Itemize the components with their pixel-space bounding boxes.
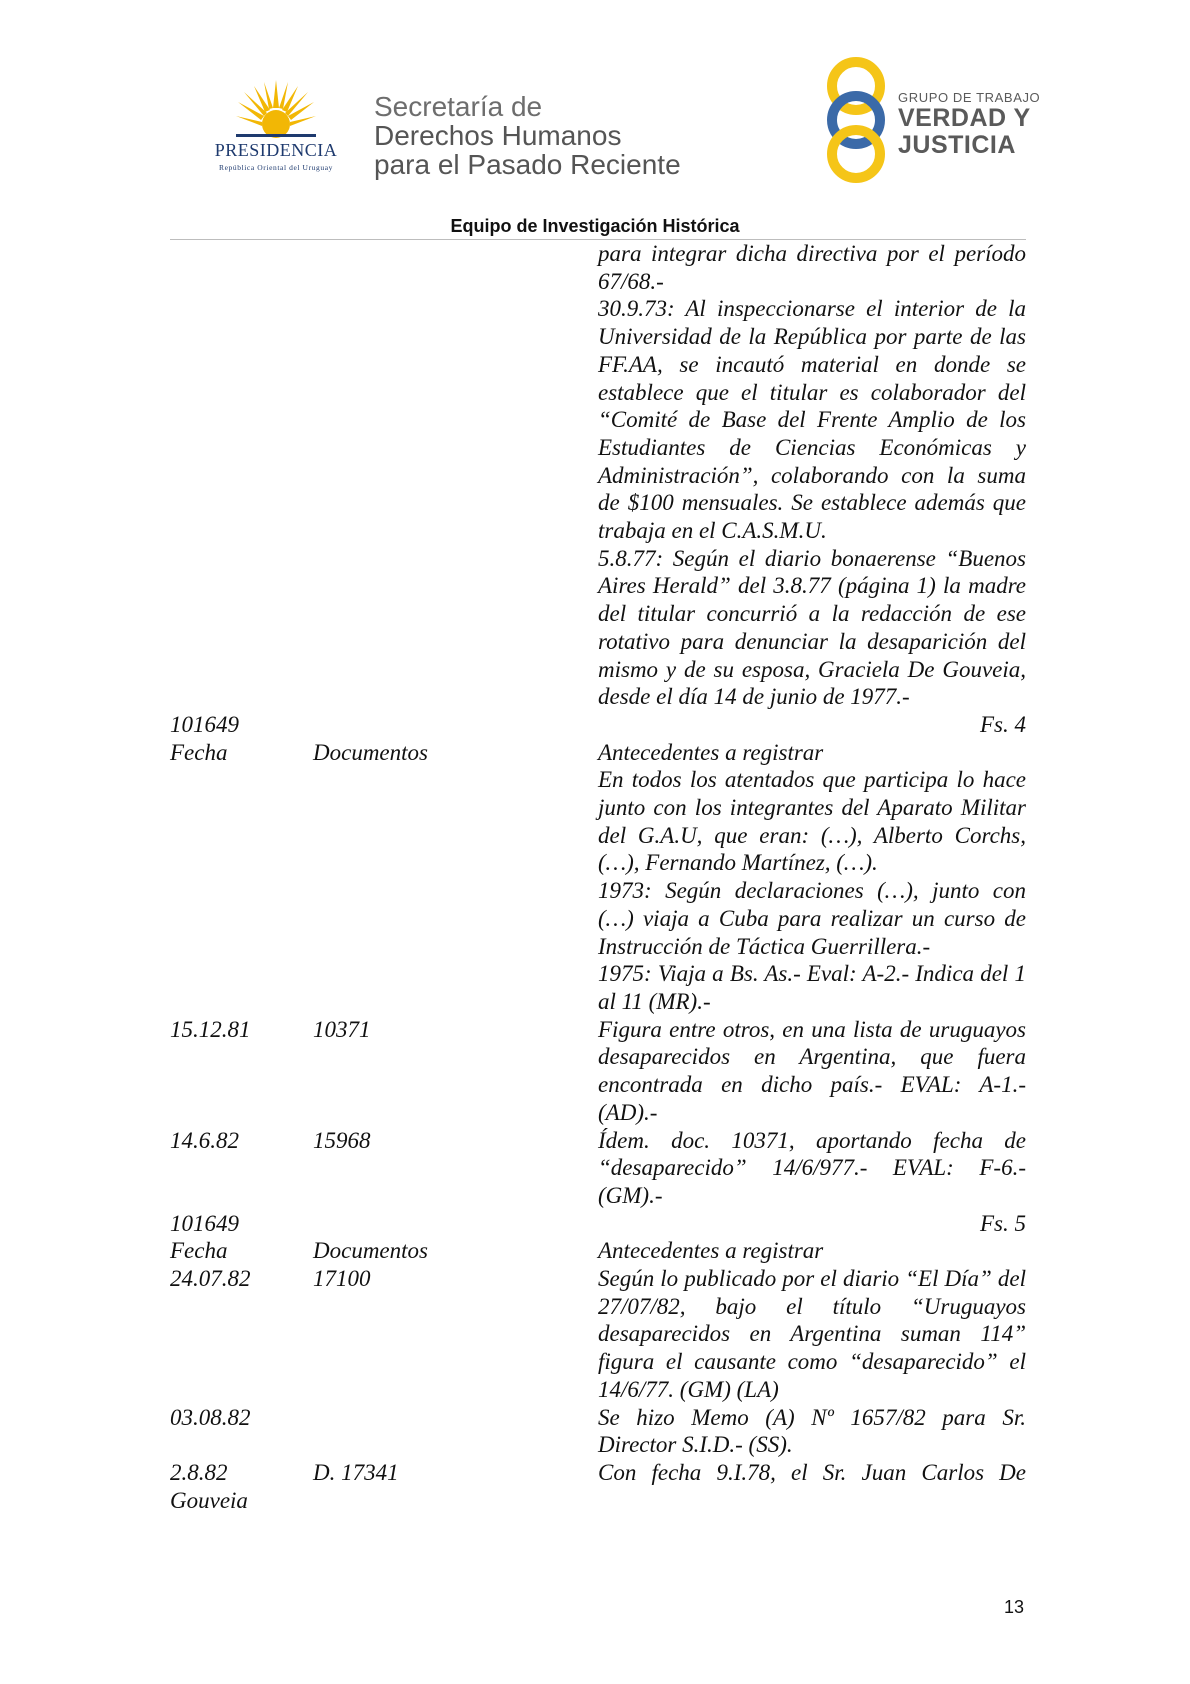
record-row xyxy=(170,1016,1026,1127)
file-header-row xyxy=(170,711,1026,739)
date-column-header: Fecha xyxy=(170,739,228,765)
record-date: 2.8.82 xyxy=(170,1459,228,1485)
grupo-de-trabajo-label: GRUPO DE TRABAJO xyxy=(898,90,1041,105)
team-title: Equipo de Investigación Histórica xyxy=(450,216,740,236)
page-number: 13 xyxy=(1004,1597,1025,1617)
file-number: 101649 xyxy=(170,1210,239,1236)
presidencia-name: PRESIDENCIA xyxy=(214,140,338,160)
trailing-word: Gouveia xyxy=(170,1487,248,1513)
record-row xyxy=(170,1404,1026,1459)
presidencia-logo xyxy=(198,80,354,175)
folio-label: Fs. 5 xyxy=(980,1210,1026,1236)
record-text: Con fecha 9.I.78, el Sr. Juan Carlos De xyxy=(598,1459,1026,1485)
record-date: 24.07.82 xyxy=(170,1266,251,1292)
column-header-row xyxy=(170,739,1026,1016)
record-row xyxy=(170,1459,1026,1487)
record-document: 10371 xyxy=(313,1016,371,1042)
presidencia-subtitle: República Oriental del Uruguay xyxy=(218,163,333,172)
record-text: Se hizo Memo (A) Nº 1657/82 para Sr. Director S.I.D.- (SS). xyxy=(598,1404,1026,1458)
intro-entry: 5.8.77: Según el diario bonaerense “Buenos Aires Herald” del 3.8.77 (página 1) la madre del titular concurrió a la redacción de ese rotativo para denunciar la desaparición del mismo y de su esposa, Graciela De Gouveia, desde el día 14 de junio de 1977.- xyxy=(598,545,1026,710)
justicia-label: JUSTICIA xyxy=(898,131,1016,159)
record-continuation-row xyxy=(170,1487,1026,1515)
secretaria-line-1: Secretaría de xyxy=(374,91,543,122)
header-logos xyxy=(0,0,1190,200)
record-row xyxy=(170,1127,1026,1210)
notes-column-header: Antecedentes a registrar xyxy=(598,739,824,765)
secretaria-line-2: Derechos Humanos xyxy=(374,120,622,151)
file-header-row xyxy=(170,1210,1026,1238)
record-document: D. 17341 xyxy=(313,1459,399,1485)
record-text: Figura entre otros, en una lista de uruguayos desaparecidos en Argentina, que fuera encontrada en dicho país.- EVAL: A-1.- (AD).- xyxy=(598,1016,1026,1125)
intro-entry: 30.9.73: Al inspeccionarse el interior de la Universidad de la República por parte de las FF.AA, se incautó material en donde se establece que el titular es colaborador del “Comité de Base del Frente Amplio de los Estudiantes de Ciencias Económicas y Administración”, colaborando con la suma de $100 mensuales. Se establece además que trabaja en el C.A.S.M.U. xyxy=(598,296,1026,544)
record-document xyxy=(313,1404,598,1459)
notes-column-header: Antecedentes a registrar xyxy=(598,1238,824,1264)
sun-icon xyxy=(236,80,316,142)
documents-column-header: Documentos xyxy=(313,1238,428,1264)
column-header-row xyxy=(170,1237,1026,1265)
documents-column-header: Documentos xyxy=(313,739,428,765)
folio-label: Fs. 4 xyxy=(980,711,1026,737)
record-row xyxy=(170,1265,1026,1404)
file-number: 101649 xyxy=(170,711,239,737)
note-paragraph: 1973: Según declaraciones (…), junto con (…) viaja a Cuba para realizar un curso de Instrucción de Táctica Guerrillera.- xyxy=(598,878,1026,959)
note-paragraph: 1975: Viaja a Bs. As.- Eval: A-2.- Indica del 1 al 11 (MR).- xyxy=(598,961,1026,1014)
date-column-header: Fecha xyxy=(170,1238,228,1264)
record-date: 14.6.82 xyxy=(170,1127,239,1153)
record-text: Según lo publicado por el diario “El Día” del 27/07/82, bajo el título “Uruguayos desaparecidos en Argentina suman 114” figura el causante como “desaparecido” el 14/6/77. (GM) (LA) xyxy=(598,1266,1026,1402)
interlocking-rings-icon xyxy=(820,56,900,184)
record-date: 15.12.81 xyxy=(170,1016,251,1042)
secretaria-line-3: para el Pasado Reciente xyxy=(374,149,681,180)
note-paragraph: En todos los atentados que participa lo hace junto con los integrantes del Aparato Militar del G.A.U, que eran: (…), Alberto Corchs, (…), Fernando Martínez, (…). xyxy=(598,767,1026,876)
secretaria-logo-text xyxy=(374,92,681,179)
record-date: 03.08.82 xyxy=(170,1404,251,1430)
verdad-justicia-text xyxy=(898,90,1040,159)
verdad-justicia-logo xyxy=(820,56,1040,184)
record-text: Ídem. doc. 10371, aportando fecha de “desaparecido” 14/6/977.- EVAL: F-6.- (GM).- xyxy=(598,1127,1026,1208)
record-document: 15968 xyxy=(313,1127,371,1153)
verdad-label: VERDAD Y xyxy=(898,104,1031,132)
document-body xyxy=(170,240,1026,1514)
intro-block xyxy=(170,240,1026,711)
record-document: 17100 xyxy=(313,1266,371,1292)
intro-entry: para integrar dicha directiva por el período 67/68.- xyxy=(598,241,1026,294)
